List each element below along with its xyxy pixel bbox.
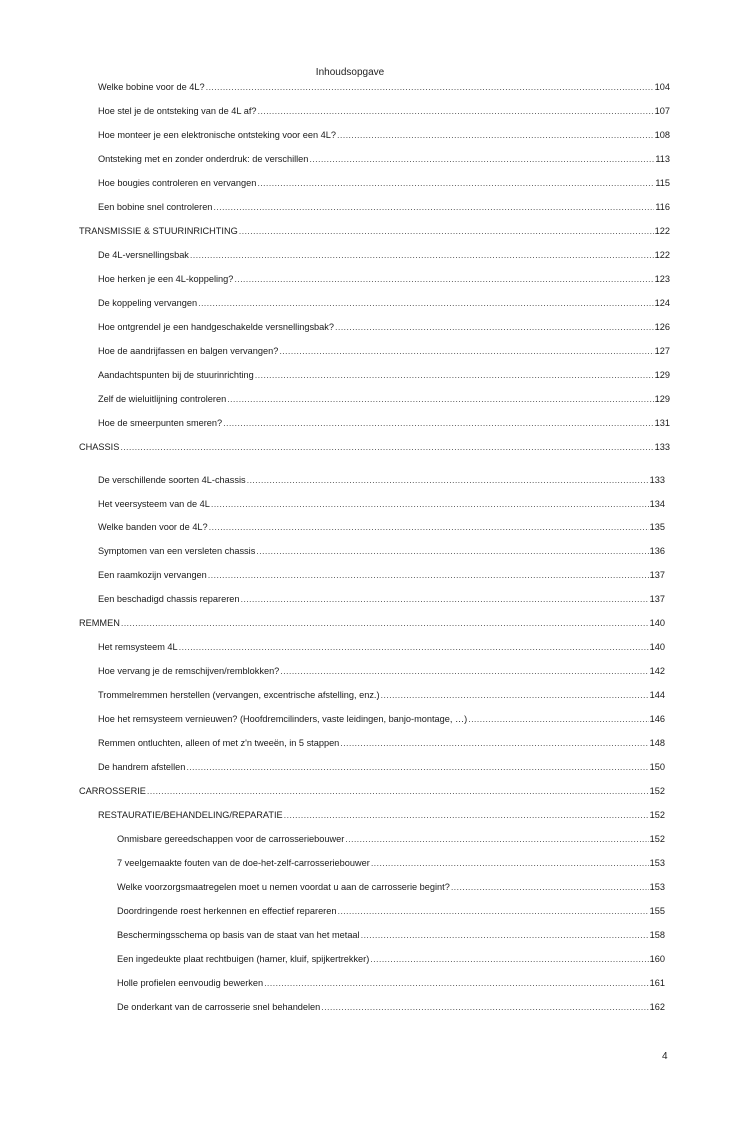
toc-section-entry[interactable] <box>79 785 665 797</box>
toc-entry-title: Welke voorzorgsmaatregelen moet u nemen voordat u aan de carrosserie begint? <box>117 882 450 892</box>
toc-entry-title: RESTAURATIE/BEHANDELING/REPARATIE <box>98 810 283 820</box>
toc-entry-title: Hoe de aandrijfassen en balgen vervangen? <box>98 346 279 356</box>
toc-entry-page: 144 <box>649 690 665 700</box>
toc-entry-title: Het veersysteem van de 4L <box>98 499 210 509</box>
toc-entry-title: Beschermingsschema op basis van de staat van het metaal <box>117 930 360 940</box>
toc-entry-title: De verschillende soorten 4L-chassis <box>98 475 246 485</box>
toc-entry-page: 116 <box>655 202 670 212</box>
toc-entry[interactable] <box>98 474 665 486</box>
toc-entry[interactable] <box>98 369 670 381</box>
toc-entry-page: 150 <box>649 762 665 772</box>
toc-entry[interactable] <box>98 321 670 333</box>
toc-subentry[interactable] <box>117 929 665 941</box>
toc-leader-dots <box>335 321 654 333</box>
toc-entry[interactable] <box>98 417 670 429</box>
toc-entry-title: Zelf de wieluitlijning controleren <box>98 394 227 404</box>
toc-entry[interactable] <box>98 593 665 605</box>
toc-entry-title: Een bobine snel controleren <box>98 202 213 212</box>
toc-leader-dots <box>256 545 648 557</box>
toc-subentry[interactable] <box>117 1001 665 1013</box>
toc-leader-dots <box>381 689 649 701</box>
toc-entry-page: 155 <box>649 906 665 916</box>
toc-section-entry[interactable] <box>79 225 670 237</box>
toc-entry-title: Hoe monteer je een elektronische ontsteking voor een 4L? <box>98 130 337 140</box>
toc-entry[interactable] <box>98 521 665 533</box>
toc-entry-page: 107 <box>654 106 670 116</box>
page-number: 4 <box>662 1051 668 1062</box>
toc-leader-dots <box>370 953 648 965</box>
toc-entry[interactable] <box>98 81 670 93</box>
toc-leader-dots <box>240 593 648 605</box>
toc-leader-dots <box>257 177 654 189</box>
toc-subentry[interactable] <box>117 833 665 845</box>
toc-entry-page: 129 <box>654 394 670 404</box>
toc-entry-page: 136 <box>649 546 665 556</box>
toc-leader-dots <box>234 273 653 285</box>
toc-entry[interactable] <box>98 569 665 581</box>
toc-entry[interactable] <box>98 153 670 165</box>
toc-leader-dots <box>284 809 649 821</box>
toc-leader-dots <box>321 1001 648 1013</box>
toc-leader-dots <box>147 785 649 797</box>
toc-entry[interactable] <box>98 737 665 749</box>
toc-leader-dots <box>223 417 654 429</box>
toc-entry-title: Hoe de smeerpunten smeren? <box>98 418 223 428</box>
toc-entry[interactable] <box>98 713 665 725</box>
toc-entry[interactable] <box>98 105 670 117</box>
toc-entry-title: Ontsteking met en zonder onderdruk: de verschillen <box>98 154 309 164</box>
toc-entry-page: 122 <box>654 250 670 260</box>
toc-leader-dots <box>337 905 648 917</box>
toc-entry[interactable] <box>98 393 670 405</box>
toc-entry-title: 7 veelgemaakte fouten van de doe-het-zelf-carrosseriebouwer <box>117 858 370 868</box>
toc-entry-page: 140 <box>649 618 665 628</box>
toc-leader-dots <box>239 225 654 237</box>
toc-entry-page: 142 <box>649 666 665 676</box>
toc-entry-title: De koppeling vervangen <box>98 298 198 308</box>
toc-entry[interactable] <box>98 129 670 141</box>
toc-leader-dots <box>258 105 654 117</box>
toc-leader-dots <box>361 929 649 941</box>
toc-entry-title: CHASSIS <box>79 442 120 452</box>
toc-leader-dots <box>121 617 649 629</box>
toc-entry[interactable] <box>98 177 670 189</box>
toc-subentry[interactable] <box>117 881 665 893</box>
toc-entry-page: 148 <box>649 738 665 748</box>
toc-leader-dots <box>371 857 649 869</box>
toc-entry-title: Een beschadigd chassis repareren <box>98 594 240 604</box>
toc-leader-dots <box>451 881 649 893</box>
toc-entry[interactable] <box>98 249 670 261</box>
toc-entry-page: 162 <box>649 1002 665 1012</box>
toc-leader-dots <box>179 641 649 653</box>
toc-entry-page: 137 <box>649 570 665 580</box>
toc-entry-title: Holle profielen eenvoudig bewerken <box>117 978 264 988</box>
toc-entry-title: TRANSMISSIE & STUURINRICHTING <box>79 226 238 236</box>
toc-entry-page: 104 <box>654 82 670 92</box>
toc-entry[interactable] <box>98 665 665 677</box>
toc-entry-title: Aandachtspunten bij de stuurinrichting <box>98 370 254 380</box>
toc-entry-page: 152 <box>649 834 665 844</box>
toc-entry-page: 133 <box>654 442 670 452</box>
toc-entry-page: 108 <box>654 130 670 140</box>
toc-leader-dots <box>280 665 648 677</box>
toc-subentry[interactable] <box>117 953 665 965</box>
toc-leader-dots <box>345 833 648 845</box>
toc-entry-page: 133 <box>649 475 665 485</box>
toc-leader-dots <box>209 521 649 533</box>
toc-entry[interactable] <box>98 273 670 285</box>
toc-entry-page: 153 <box>649 882 665 892</box>
toc-entry-title: Symptomen van een versleten chassis <box>98 546 256 556</box>
toc-entry-page: 140 <box>649 642 665 652</box>
toc-entry-title: Een raamkozijn vervangen <box>98 570 207 580</box>
toc-entry[interactable] <box>98 761 665 773</box>
toc-entry-title: CARROSSERIE <box>79 786 146 796</box>
toc-entry-title: Doordringende roest herkennen en effectief repareren <box>117 906 337 916</box>
toc-entry-page: 113 <box>655 154 670 164</box>
toc-entry-title: Een ingedeukte plaat rechtbuigen (hamer, kluif, spijkertrekker) <box>117 954 370 964</box>
toc-entry-title: Hoe het remsysteem vernieuwen? (Hoofdremcilinders, vaste leidingen, banjo-montage, …) <box>98 714 468 724</box>
toc-entry-title: Hoe herken je een 4L-koppeling? <box>98 274 234 284</box>
toc-subentry[interactable] <box>117 905 665 917</box>
toc-entry-page: 123 <box>654 274 670 284</box>
toc-entry[interactable] <box>98 641 665 653</box>
toc-entry-title: Hoe bougies controleren en vervangen <box>98 178 257 188</box>
toc-entry-title: De 4L-versnellingsbak <box>98 250 189 260</box>
toc-entry-title: Welke bobine voor de 4L? <box>98 82 205 92</box>
toc-entry-title: Hoe stel je de ontsteking van de 4L af? <box>98 106 257 116</box>
toc-leader-dots <box>264 977 649 989</box>
toc-leader-dots <box>186 761 648 773</box>
toc-leader-dots <box>206 81 654 93</box>
toc-section-entry[interactable] <box>79 441 670 453</box>
toc-entry-page: 152 <box>649 786 665 796</box>
toc-entry-title: Remmen ontluchten, alleen of met z'n tweeën, in 5 stappen <box>98 738 340 748</box>
toc-leader-dots <box>208 569 649 581</box>
toc-leader-dots <box>120 441 653 453</box>
toc-leader-dots <box>213 201 654 213</box>
toc-leader-dots <box>279 345 653 357</box>
toc-entry-title: Trommelremmen herstellen (vervangen, excentrische afstelling, enz.) <box>98 690 380 700</box>
toc-entry[interactable] <box>98 689 665 701</box>
toc-leader-dots <box>198 297 654 309</box>
toc-leader-dots <box>337 129 654 141</box>
toc-entry-page: 152 <box>649 810 665 820</box>
toc-entry-page: 161 <box>649 978 665 988</box>
toc-entry-page: 137 <box>649 594 665 604</box>
toc-entry-title: Hoe ontgrendel je een handgeschakelde versnellingsbak? <box>98 322 334 332</box>
toc-entry[interactable] <box>98 545 665 557</box>
toc-entry[interactable] <box>98 809 665 821</box>
toc-entry-page: 127 <box>654 346 670 356</box>
toc-entry[interactable] <box>98 345 670 357</box>
toc-entry-page: 160 <box>649 954 665 964</box>
toc-entry[interactable] <box>98 201 670 213</box>
toc-leader-dots <box>309 153 654 165</box>
toc-entry-page: 115 <box>655 178 670 188</box>
toc-leader-dots <box>227 393 653 405</box>
toc-entry-page: 124 <box>654 298 670 308</box>
toc-leader-dots <box>340 737 648 749</box>
toc-entry-page: 134 <box>649 499 665 509</box>
toc-leader-dots <box>211 498 649 510</box>
toc-subentry[interactable] <box>117 857 665 869</box>
toc-entry-title: De handrem afstellen <box>98 762 186 772</box>
toc-section-entry[interactable] <box>79 617 665 629</box>
toc-leader-dots <box>468 713 648 725</box>
toc-entry-title: Hoe vervang je de remschijven/remblokken? <box>98 666 280 676</box>
toc-entry-title: Welke banden voor de 4L? <box>98 522 208 532</box>
toc-leader-dots <box>255 369 654 381</box>
toc-entry-page: 122 <box>654 226 670 236</box>
toc-entry[interactable] <box>98 498 665 510</box>
toc-leader-dots <box>190 249 654 261</box>
toc-entry-page: 146 <box>649 714 665 724</box>
toc-entry-page: 153 <box>649 858 665 868</box>
toc-entry-title: De onderkant van de carrosserie snel behandelen <box>117 1002 321 1012</box>
toc-entry-title: Onmisbare gereedschappen voor de carrosseriebouwer <box>117 834 345 844</box>
toc-entry-page: 129 <box>654 370 670 380</box>
page-header-title: Inhoudsopgave <box>315 67 385 78</box>
toc-entry-page: 158 <box>649 930 665 940</box>
toc-entry-title: Het remsysteem 4L <box>98 642 178 652</box>
toc-subentry[interactable] <box>117 977 665 989</box>
toc-entry-page: 135 <box>649 522 665 532</box>
toc-entry-title: REMMEN <box>79 618 120 628</box>
toc-leader-dots <box>247 474 649 486</box>
toc-entry[interactable] <box>98 297 670 309</box>
toc-entry-page: 126 <box>654 322 670 332</box>
toc-entry-page: 131 <box>654 418 670 428</box>
